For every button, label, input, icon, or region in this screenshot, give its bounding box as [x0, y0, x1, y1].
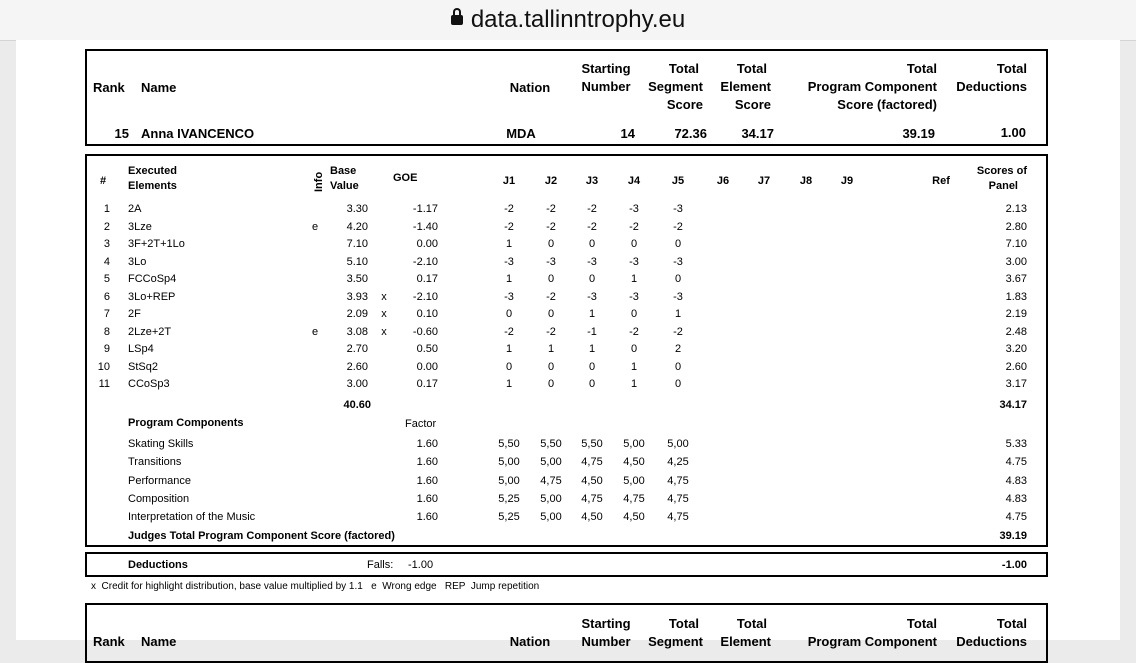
col-header-num: # [100, 175, 107, 187]
element-goe: 0.17 [416, 273, 438, 285]
element-number: 3 [103, 238, 110, 250]
element-goe: 0.10 [416, 308, 438, 320]
element-judge-score: 0 [674, 273, 682, 285]
element-judge-score: -3 [629, 255, 639, 268]
header-starting-2: Number [581, 79, 631, 94]
element-judge-score: 0 [547, 360, 555, 373]
element-panel-score: 2.13 [1005, 203, 1027, 215]
element-base-value: 3.00 [346, 378, 368, 390]
element-name: 3Lo [128, 255, 147, 268]
element-judge-score: -3 [673, 255, 683, 268]
component-judge-score: 5,50 [498, 438, 520, 450]
header-name: Name [141, 80, 177, 95]
element-panel-score: 2.80 [1005, 220, 1027, 233]
element-judge-score: 1 [547, 343, 555, 355]
component-panel-score: 5.33 [1005, 438, 1027, 450]
element-judge-score: 2 [674, 343, 682, 355]
col-header-executed-1: Executed [128, 165, 177, 177]
header-element-3: Score [734, 97, 771, 112]
element-judge-score: -3 [629, 290, 639, 303]
next-header-deductions-1: Total [996, 616, 1027, 631]
element-number: 11 [98, 378, 110, 390]
element-judge-score: 0 [588, 360, 596, 373]
skater-total-deductions: 1.00 [1000, 125, 1026, 140]
component-name: Composition [128, 492, 190, 505]
component-name: Performance [128, 474, 191, 487]
element-goe: -2.10 [412, 255, 438, 268]
col-header-panel-1: Scores of [976, 165, 1027, 177]
component-judge-score: 5,00 [498, 474, 520, 487]
header-pcs-3: Score (factored) [837, 97, 937, 112]
skater-total-segment: 72.36 [674, 126, 707, 141]
component-panel-score: 4.83 [1005, 492, 1027, 505]
element-base-value: 2.09 [346, 308, 368, 320]
component-judge-score: 4,75 [667, 474, 689, 487]
component-judge-score: 4,50 [623, 456, 645, 469]
component-judge-score: 4,75 [581, 492, 603, 505]
component-judge-score: 4,75 [581, 456, 603, 469]
component-judge-score: 5,00 [623, 438, 645, 450]
header-segment-3: Score [666, 97, 703, 112]
element-judge-score: 1 [630, 378, 638, 390]
element-judge-score: -1 [587, 325, 597, 338]
element-base-value: 3.30 [346, 203, 368, 215]
element-number: 4 [103, 255, 110, 268]
next-header-pcs-2: Program Component [807, 634, 937, 649]
element-number: 10 [97, 360, 110, 373]
component-panel-score: 4.75 [1005, 456, 1027, 469]
element-base-value: 3.93 [346, 290, 368, 303]
component-judge-score: 5,00 [667, 438, 689, 450]
element-name: 2A [128, 203, 142, 215]
element-number: 2 [103, 220, 110, 233]
component-judge-score: 5,00 [623, 474, 645, 487]
component-judge-score: 4,75 [667, 492, 689, 505]
component-judge-score: 4,75 [540, 474, 562, 487]
component-panel-score: 4.75 [1005, 511, 1027, 524]
next-header-pcs-1: Total [906, 616, 937, 631]
skater-total-element: 34.17 [741, 126, 774, 141]
col-header-executed-2: Elements [128, 180, 177, 192]
legend-text: x Credit for highlight distribution, base value multiplied by 1.1 e Wrong edge REP Jump repetition [91, 581, 540, 592]
falls-value: -1.00 [408, 559, 434, 571]
element-goe: -1.17 [412, 203, 438, 215]
element-judge-score: 0 [547, 238, 555, 250]
element-panel-score: 1.83 [1005, 290, 1027, 303]
element-judge-score: -3 [673, 203, 683, 215]
component-judge-score: 5,00 [540, 511, 562, 524]
col-header-j2: J2 [544, 175, 558, 187]
element-judge-score: 1 [505, 343, 513, 355]
url-display[interactable] [0, 6, 1136, 34]
element-number: 6 [103, 290, 110, 303]
element-judge-score: 0 [674, 238, 682, 250]
element-judge-score: 1 [630, 273, 638, 285]
element-judge-score: -3 [546, 255, 556, 268]
element-judge-score: 1 [588, 308, 596, 320]
component-name: Transitions [128, 456, 182, 469]
element-name: 3F+2T+1Lo [128, 238, 185, 250]
element-judge-score: 0 [547, 308, 555, 320]
header-deductions-1: Total [996, 61, 1027, 76]
element-judge-score: -2 [546, 203, 556, 215]
element-judge-score: -2 [629, 325, 639, 338]
element-goe: -1.40 [412, 220, 438, 233]
col-header-panel-2: Panel [988, 180, 1018, 192]
element-panel-score: 3.17 [1005, 378, 1027, 390]
element-judge-score: -3 [673, 290, 683, 303]
element-number: 7 [103, 308, 110, 320]
component-judge-score: 5,00 [540, 492, 562, 505]
col-header-goe: GOE [393, 172, 418, 184]
element-panel-score: 2.48 [1005, 325, 1027, 338]
component-judge-score: 5,25 [498, 511, 520, 524]
header-element-2: Element [720, 79, 771, 94]
element-base-value: 7.10 [346, 238, 368, 250]
element-base-value: 3.50 [346, 273, 368, 285]
element-judge-score: -2 [504, 220, 514, 233]
next-header-segment-1: Total [668, 616, 699, 631]
element-name: 2Lze+2T [128, 325, 172, 338]
element-base-value: 2.70 [346, 343, 368, 355]
element-panel-score: 3.67 [1005, 273, 1027, 285]
element-score-total: 34.17 [999, 399, 1027, 411]
element-judge-score: 1 [505, 238, 513, 250]
header-pcs-1: Total [906, 61, 937, 76]
component-judge-score: 4,50 [581, 474, 603, 487]
score-sheet-page [16, 40, 1120, 649]
element-number: 1 [103, 203, 110, 215]
col-header-base-1: Base [330, 165, 357, 177]
component-judge-score: 4,75 [623, 492, 645, 505]
base-value-total: 40.60 [343, 399, 371, 411]
col-header-j6: J6 [716, 175, 730, 187]
element-panel-score: 3.00 [1005, 255, 1027, 268]
header-rank: Rank [93, 80, 125, 95]
skater-starting-number: 14 [620, 126, 635, 141]
skater-name: Anna IVANCENCO [141, 126, 255, 141]
col-header-base-2: Value [330, 180, 359, 192]
element-judge-score: 1 [674, 308, 682, 320]
next-header-element-1: Total [736, 616, 767, 631]
element-judge-score: -2 [587, 220, 597, 233]
component-name: Interpretation of the Music [128, 511, 256, 524]
component-factor: 1.60 [416, 511, 438, 524]
component-judge-score: 4,50 [581, 511, 603, 524]
factor-label: Factor [405, 418, 437, 430]
element-name: 3Lo+REP [128, 290, 176, 303]
element-goe: 0.17 [416, 378, 438, 390]
next-header-deductions-2: Deductions [956, 634, 1027, 649]
col-header-info: Info [313, 171, 325, 192]
col-header-j7: J7 [757, 175, 771, 187]
col-header-j8: J8 [799, 175, 813, 187]
skater-rank: 15 [114, 126, 129, 141]
falls-label: Falls: [367, 559, 394, 571]
element-judge-score: 1 [505, 378, 513, 390]
element-panel-score: 2.19 [1005, 308, 1027, 320]
element-judge-score: 0 [547, 378, 555, 390]
element-name: FCCoSp4 [128, 273, 177, 285]
element-judge-score: -3 [587, 290, 597, 303]
element-number: 5 [103, 273, 110, 285]
next-header-name: Name [141, 634, 177, 649]
elements-box [85, 154, 1048, 547]
url-text: data.tallinntrophy.eu [470, 6, 686, 33]
component-panel-score: 4.83 [1005, 474, 1027, 487]
browser-address-bar[interactable] [0, 0, 1136, 41]
element-bonus-marker: x [381, 290, 387, 303]
element-judge-score: -2 [629, 220, 639, 233]
component-judge-score: 4,25 [667, 456, 689, 469]
skater-total-pcs: 39.19 [902, 126, 935, 141]
component-judge-score: 5,50 [540, 438, 562, 450]
element-judge-score: 0 [630, 308, 638, 320]
component-judge-score: 5,50 [581, 438, 603, 450]
element-judge-score: 0 [547, 273, 555, 285]
component-judge-score: 4,75 [667, 511, 689, 524]
col-header-ref: Ref [932, 175, 950, 187]
element-bonus-marker: x [381, 325, 387, 338]
element-judge-score: -3 [629, 203, 639, 215]
element-judge-score: 1 [505, 273, 513, 285]
header-deductions-2: Deductions [956, 79, 1027, 94]
element-panel-score: 7.10 [1005, 238, 1027, 250]
skater-nation: MDA [506, 126, 536, 141]
component-factor: 1.60 [416, 456, 438, 469]
element-base-value: 2.60 [346, 360, 368, 373]
element-judge-score: 1 [630, 360, 638, 373]
element-judge-score: 0 [505, 360, 513, 373]
element-info: e [311, 220, 319, 233]
header-pcs-2: Program Component [807, 79, 937, 94]
element-judge-score: 0 [674, 360, 682, 373]
element-judge-score: 0 [630, 238, 638, 250]
element-judge-score: -2 [673, 325, 683, 338]
element-name: LSp4 [128, 343, 154, 355]
element-judge-score: 0 [588, 378, 596, 390]
element-judge-score: -2 [504, 325, 514, 338]
component-judge-score: 5,25 [498, 492, 520, 505]
element-goe: 0.00 [416, 360, 438, 373]
header-nation: Nation [509, 80, 551, 95]
element-number: 8 [103, 325, 110, 338]
element-judge-score: -2 [546, 290, 556, 303]
component-factor: 1.60 [416, 438, 438, 450]
element-base-value: 4.20 [346, 220, 368, 233]
col-header-j1: J1 [502, 175, 516, 187]
program-components-title: Program Components [128, 417, 244, 429]
component-judge-score: 5,00 [540, 456, 562, 469]
element-judge-score: 0 [630, 343, 638, 355]
element-judge-score: -2 [546, 220, 556, 233]
element-goe: -0.60 [412, 325, 438, 338]
element-judge-score: -2 [673, 220, 683, 233]
element-goe: -2.10 [412, 290, 438, 303]
component-name: Skating Skills [128, 438, 194, 450]
deductions-label: Deductions [128, 559, 188, 571]
component-judge-score: 4,50 [623, 511, 645, 524]
element-name: CCoSp3 [128, 378, 170, 390]
lock-icon [451, 15, 463, 25]
next-header-rank: Rank [93, 634, 125, 649]
element-judge-score: -2 [546, 325, 556, 338]
element-judge-score: 0 [674, 378, 682, 390]
col-header-j5: J5 [671, 175, 685, 187]
element-base-value: 3.08 [346, 325, 368, 338]
col-header-j4: J4 [627, 175, 641, 187]
element-judge-score: 0 [505, 308, 513, 320]
next-header-element-2: Element [720, 634, 771, 649]
element-panel-score: 3.20 [1005, 343, 1027, 355]
deductions-total: -1.00 [1001, 559, 1027, 571]
element-judge-score: -3 [587, 255, 597, 268]
element-judge-score: 0 [588, 238, 596, 250]
header-starting-1: Starting [581, 61, 631, 76]
element-judge-score: -3 [504, 290, 514, 303]
element-name: StSq2 [128, 360, 158, 373]
next-header-nation: Nation [509, 634, 551, 649]
element-base-value: 5.10 [346, 255, 368, 268]
header-segment-1: Total [668, 61, 699, 76]
element-bonus-marker: x [381, 308, 387, 320]
component-factor: 1.60 [416, 492, 438, 505]
header-segment-2: Segment [648, 79, 703, 94]
element-judge-score: 0 [588, 273, 596, 285]
pcs-total-label: Judges Total Program Component Score (factored) [128, 530, 395, 542]
next-header-starting-2: Number [581, 634, 631, 649]
element-info: e [311, 325, 319, 338]
element-panel-score: 2.60 [1005, 360, 1027, 373]
element-goe: 0.00 [416, 238, 438, 250]
element-goe: 0.50 [416, 343, 438, 355]
element-judge-score: -2 [504, 203, 514, 215]
header-element-1: Total [736, 61, 767, 76]
element-judge-score: 1 [588, 343, 596, 355]
element-name: 2F [128, 308, 141, 320]
element-name: 3Lze [128, 220, 152, 233]
col-header-j3: J3 [585, 175, 599, 187]
component-judge-score: 5,00 [498, 456, 520, 469]
element-judge-score: -3 [504, 255, 514, 268]
pcs-total-value: 39.19 [999, 530, 1027, 542]
next-header-segment-2: Segment [648, 634, 703, 649]
element-number: 9 [103, 343, 110, 355]
component-factor: 1.60 [416, 474, 438, 487]
col-header-j9: J9 [840, 175, 854, 187]
element-judge-score: -2 [587, 203, 597, 215]
next-header-starting-1: Starting [581, 616, 631, 631]
deductions-box [85, 552, 1048, 577]
